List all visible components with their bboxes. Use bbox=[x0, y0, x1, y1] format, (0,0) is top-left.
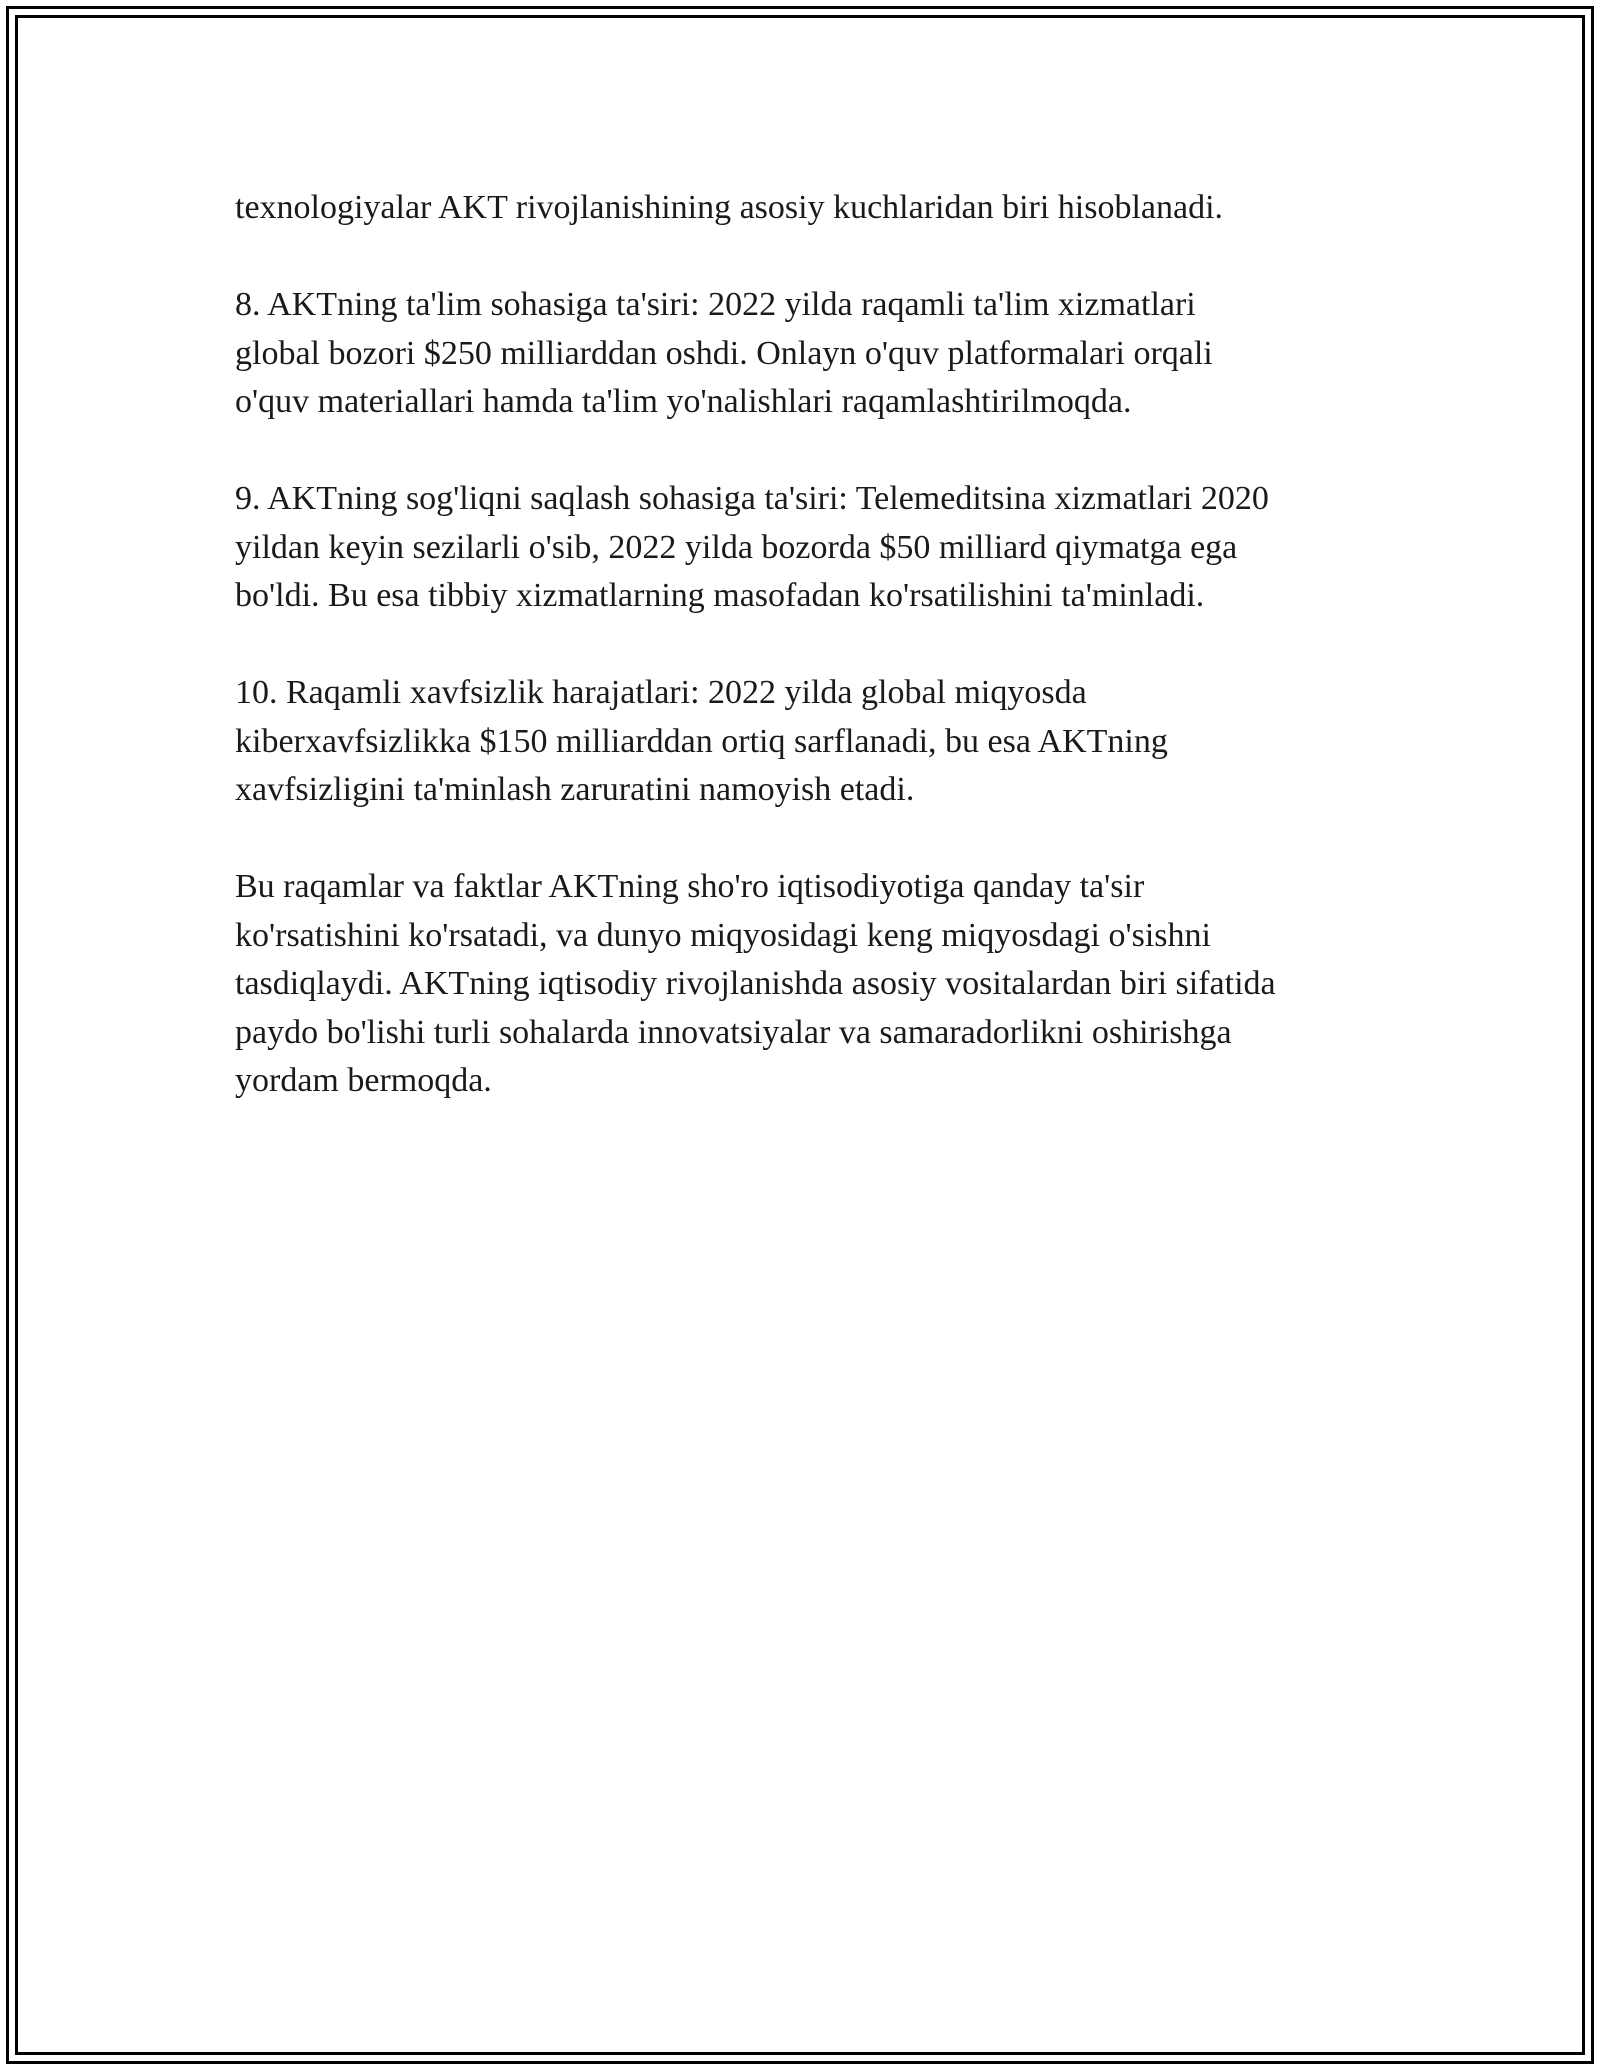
paragraph-item-10: 10. Raqamli xavfsizlik harajatlari: 2022 yilda global miqyosda kiberxavfsizlikka $150 milliarddan ortiq sarflanadi, bu esa AKTning xavfsizligini ta'minlash zaruratini namoyish etadi. bbox=[235, 674, 1168, 808]
paragraph-item-8: 8. AKTning ta'lim sohasiga ta'siri: 2022 yilda raqamli ta'lim xizmatlari global bozori $250 milliarddan oshdi. Onlayn o'quv platformalari orqali o'quv materiallari hamda ta'lim yo'nalishlari raqamlashtirilmoqda. bbox=[235, 286, 1213, 420]
paragraph-item-9: 9. AKTning sog'liqni saqlash sohasiga ta'siri: Telemeditsina xizmatlari 2020 yildan keyin sezilarli o'sib, 2022 yilda bozorda $50 milliard qiymatga ega bo'ldi. Bu esa tibbiy xizmatlarning masofadan ko'rsatilishini ta'minladi. bbox=[235, 480, 1269, 614]
document-body bbox=[235, 184, 1395, 1106]
paragraph-conclusion: Bu raqamlar va faktlar AKTning sho'ro iqtisodiyotiga qanday ta'sir ko'rsatishini ko'rsatadi, va dunyo miqyosidagi keng miqyosdagi o'sishni tasdiqlaydi. AKTning iqtisodiy rivojlanishda asosiy vositalardan biri sifatida paydo bo'lishi turli sohalarda innovatsiyalar va samaradorlikni oshirishga yordam bermoqda. bbox=[235, 868, 1276, 1099]
paragraph-continuation: texnologiyalar AKT rivojlanishining asosiy kuchlaridan biri hisoblanadi. bbox=[235, 189, 1224, 226]
